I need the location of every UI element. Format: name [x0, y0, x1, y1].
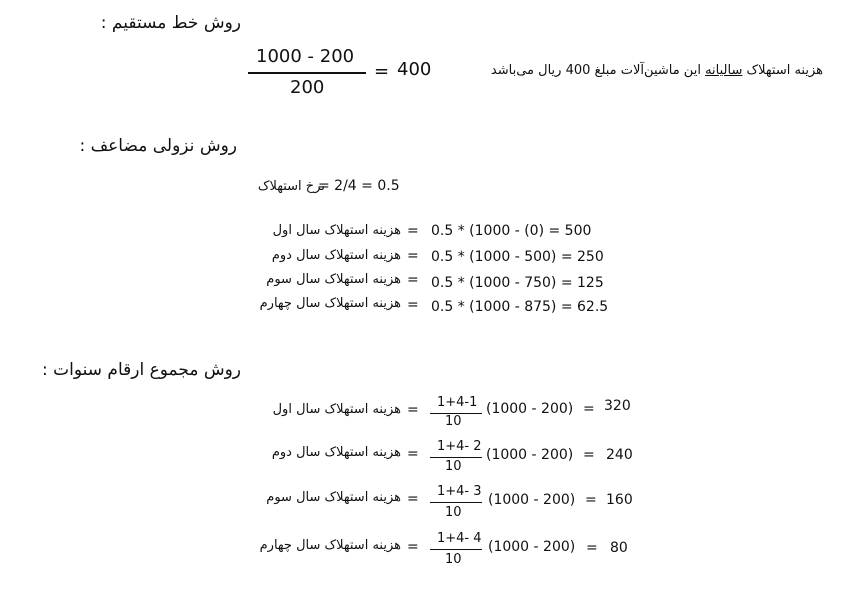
heading-straight-line: روش خط مستقیم :: [100, 13, 241, 33]
row-equals: =: [407, 297, 419, 313]
row-expression: 0.5 * (1000 - 500) = 250: [431, 249, 604, 265]
row-label: هزینه استهلاک سال اول: [272, 223, 401, 238]
row-label: هزینه استهلاک سال سوم: [266, 490, 401, 505]
row-label: هزینه استهلاک سال دوم: [271, 248, 401, 263]
straight-line-result: 400: [397, 59, 432, 80]
row-result: 320: [604, 398, 631, 414]
fraction-bar: [430, 457, 482, 458]
fraction-bar: [248, 72, 366, 74]
row-equals-2: =: [586, 540, 598, 556]
row-equals: =: [407, 446, 419, 462]
note-underlined-word: سالیانه: [705, 63, 743, 78]
row-expression: (1000 - 200): [488, 492, 576, 508]
fraction-denominator: 10: [445, 552, 462, 567]
rate-label: نرخ استهلاک: [257, 179, 325, 194]
note-text-after: این ماشین‌آلات مبلغ 400 ریال می‌باشد: [490, 63, 706, 78]
heading-double-declining: روش نزولی مضاعف :: [79, 136, 237, 156]
row-label: هزینه استهلاک سال چهارم: [259, 538, 401, 553]
row-expression: 0.5 * (1000 - (0) = 500: [431, 223, 592, 239]
row-expression: (1000 - 200): [486, 401, 574, 417]
fraction-denominator: 10: [445, 505, 462, 520]
row-label: هزینه استهلاک سال چهارم: [259, 296, 401, 311]
fraction-bar: [430, 502, 482, 503]
row-label: هزینه استهلاک سال دوم: [271, 445, 401, 460]
row-label: هزینه استهلاک سال اول: [272, 402, 401, 417]
note-text-before: هزینه استهلاک: [742, 63, 823, 78]
row-label: هزینه استهلاک سال سوم: [266, 272, 401, 287]
fraction-numerator: 1+4- 2: [437, 439, 482, 454]
row-expression: 0.5 * (1000 - 750) = 125: [431, 275, 604, 291]
row-expression: (1000 - 200): [488, 539, 576, 555]
fraction-numerator: 1+4- 4: [437, 531, 482, 546]
fraction-bar: [430, 549, 482, 550]
fraction-denominator: 10: [445, 459, 462, 474]
row-equals: =: [407, 223, 419, 239]
rate-expression: = 2/4 = 0.5: [318, 178, 400, 194]
row-equals-2: =: [583, 447, 595, 463]
row-result: 240: [606, 447, 633, 463]
annual-depreciation-note: [491, 64, 823, 77]
fraction-denominator: 10: [445, 414, 462, 429]
fraction-numerator: 1+4-1: [437, 395, 478, 410]
row-expression: (1000 - 200): [486, 447, 574, 463]
row-result: 80: [610, 540, 628, 556]
row-result: 160: [606, 492, 633, 508]
row-equals: =: [407, 539, 419, 555]
equals-sign: =: [374, 61, 390, 82]
row-equals: =: [407, 248, 419, 264]
row-equals: =: [407, 402, 419, 418]
row-equals: =: [407, 272, 419, 288]
row-equals: =: [407, 491, 419, 507]
row-equals-2: =: [585, 492, 597, 508]
fraction-numerator: 1000 - 200: [256, 46, 355, 67]
fraction-numerator: 1+4- 3: [437, 484, 482, 499]
heading-sum-of-years: روش مجموع ارقام سنوات :: [42, 360, 241, 380]
row-equals-2: =: [583, 401, 595, 417]
row-expression: 0.5 * (1000 - 875) = 62.5: [431, 299, 609, 315]
fraction-denominator: 200: [290, 77, 325, 98]
